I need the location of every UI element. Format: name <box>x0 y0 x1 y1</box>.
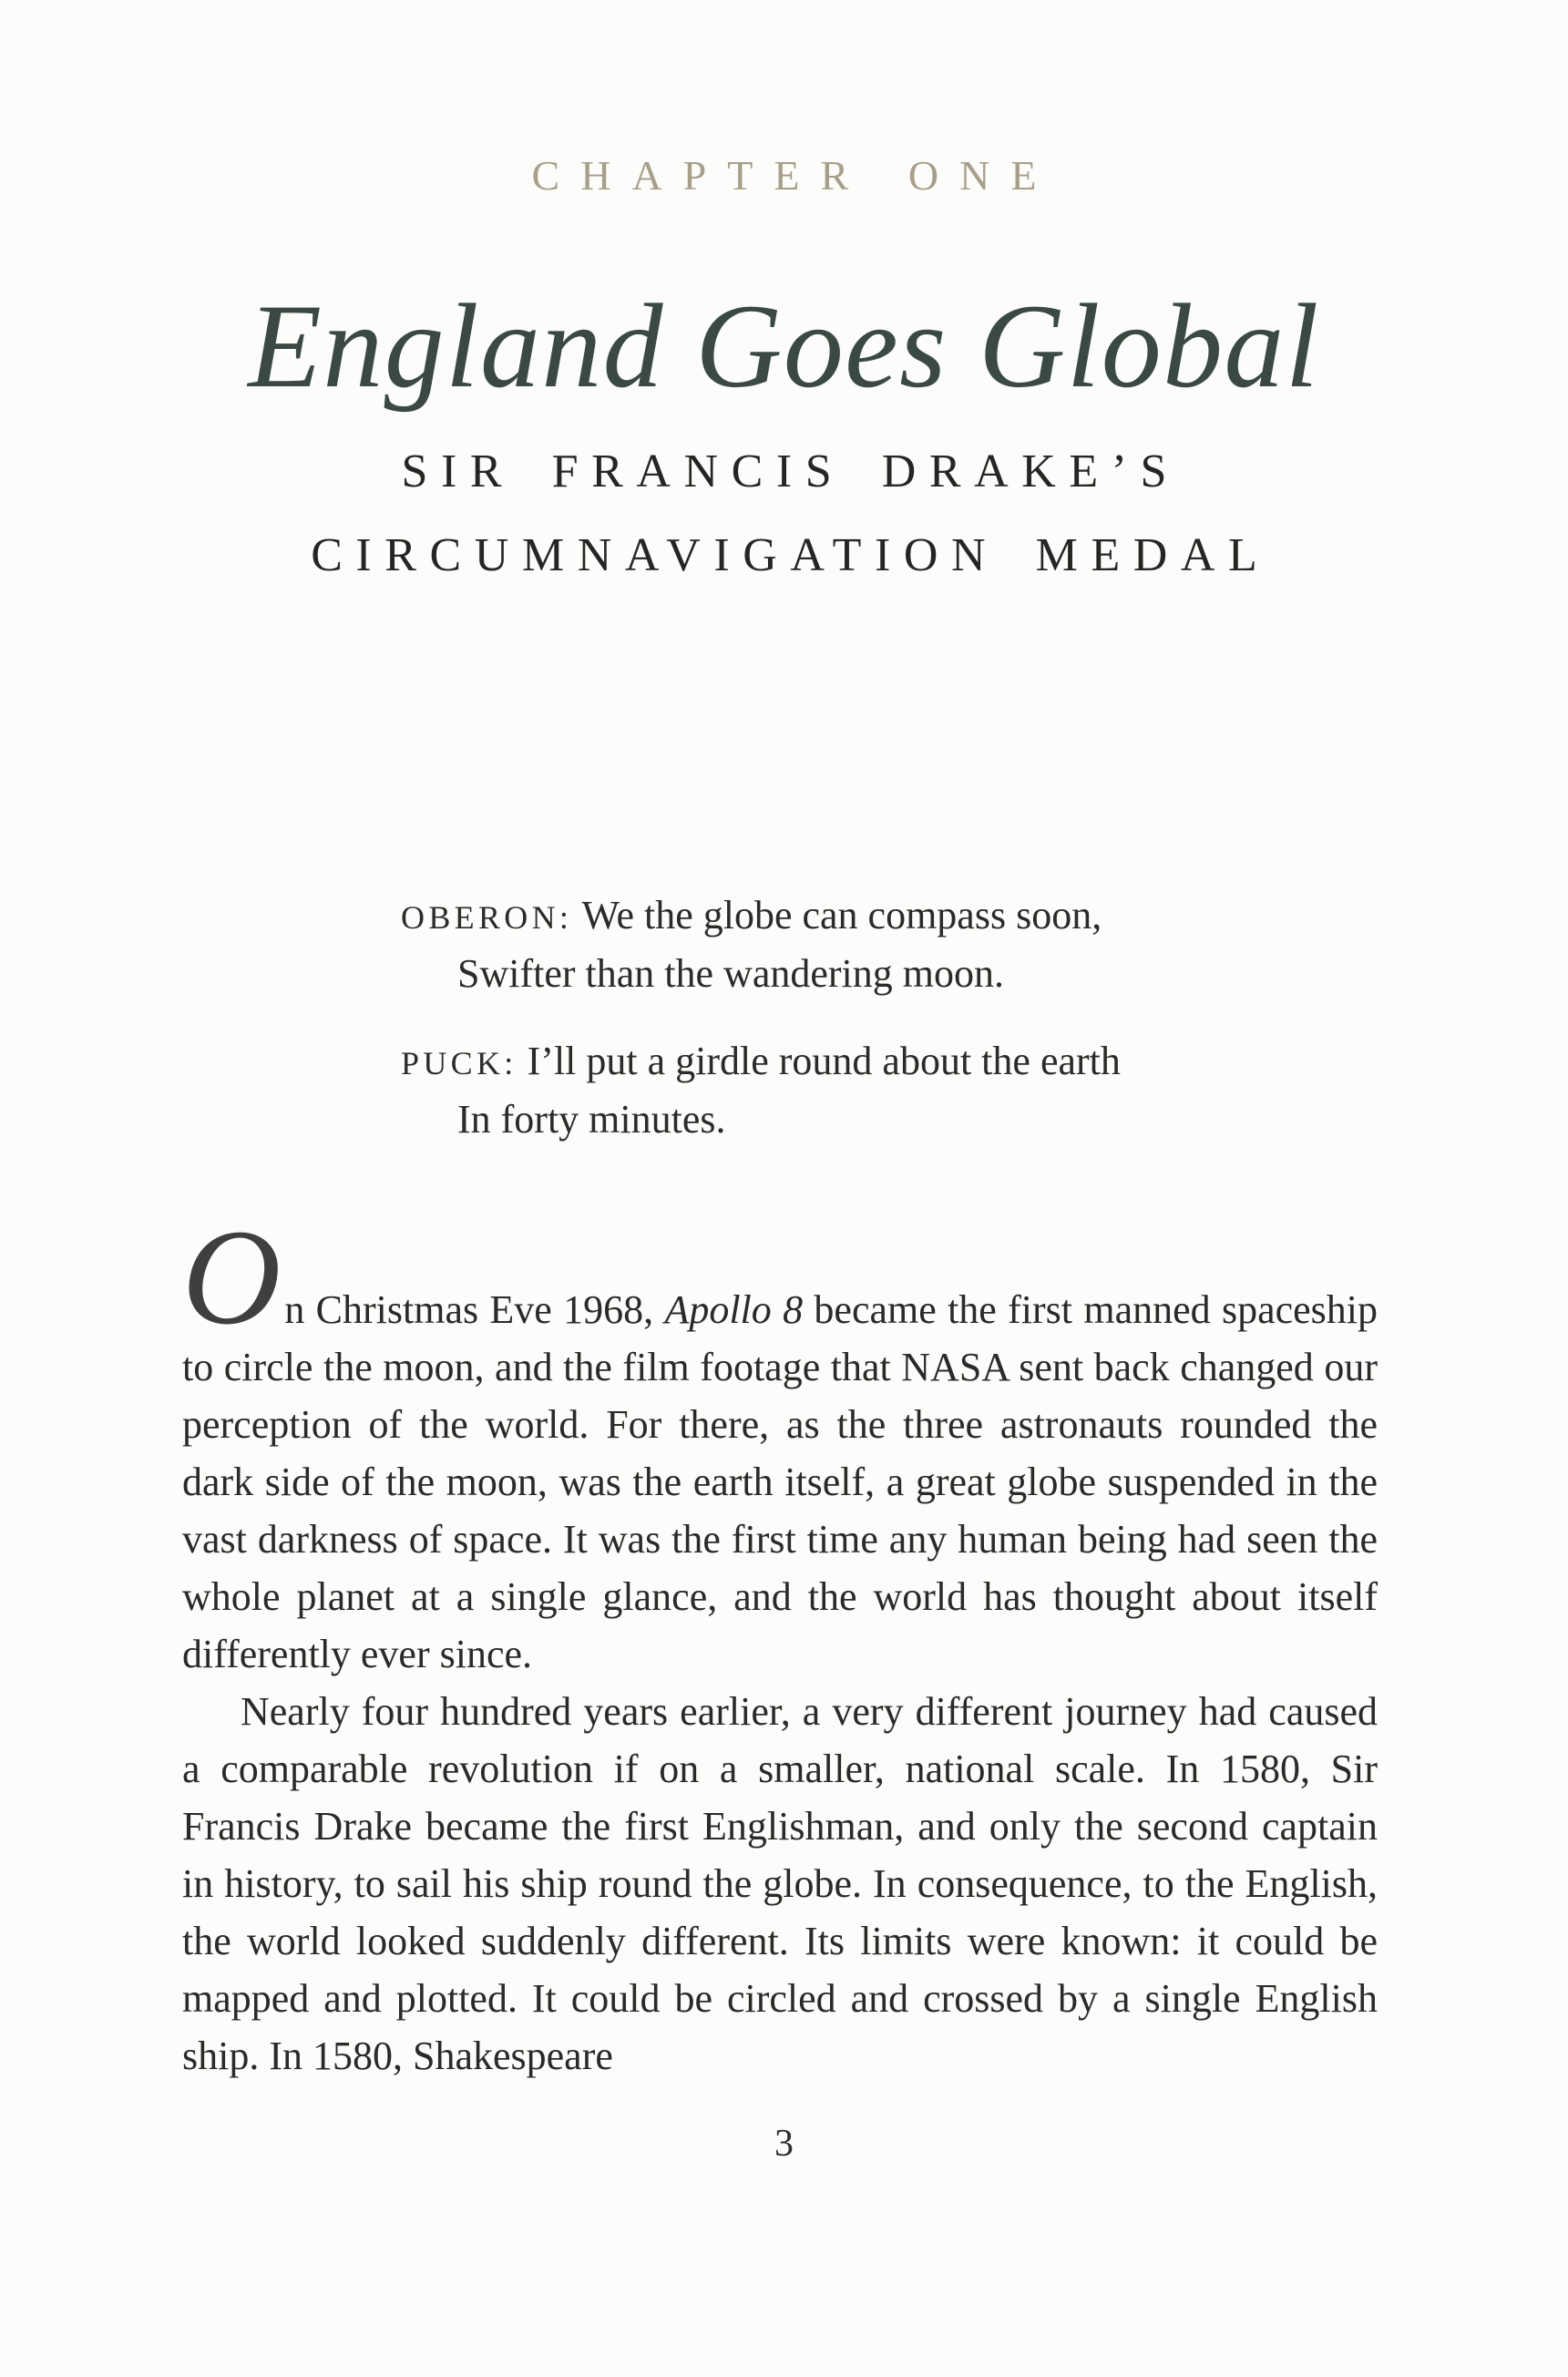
paragraph-1-text: became the first manned spaceship to circle the moon, and the film footage that NASA sent back changed our perception of the world. For there, as the three astronauts rounded the dark side of the moon, was the earth itself, a great globe suspended in the vast darkness of space. It was the first time any human being had seen the whole planet at a single glance, and the world has thought about itself differently ever since. <box>182 1286 1378 1676</box>
epigraph <box>401 887 1568 1148</box>
initial-cap: O <box>182 1201 282 1353</box>
speaker-label-puck: PUCK: <box>401 1044 518 1081</box>
paragraph-1-text: n Christmas Eve 1968, <box>284 1286 665 1332</box>
speaker-label-oberon: OBERON: <box>401 898 573 936</box>
chapter-title: England Goes Global <box>248 279 1320 413</box>
chapter-subtitle <box>0 430 1568 598</box>
epigraph-text: I’ll put a girdle round about the earth <box>517 1038 1121 1083</box>
epigraph-line: In forty minutes. <box>457 1096 726 1142</box>
book-title-apollo-8: Apollo 8 <box>664 1286 804 1332</box>
epigraph-stanza-puck <box>401 1033 1568 1148</box>
page-number: 3 <box>774 2122 794 2165</box>
chapter-label: CHAPTER ONE <box>531 152 1058 199</box>
body-text <box>182 1201 1378 2085</box>
epigraph-line: Swifter than the wandering moon. <box>457 950 1004 996</box>
epigraph-text: We the globe can compass soon, <box>572 892 1102 937</box>
epigraph-stanza-oberon <box>401 887 1568 1002</box>
paragraph-2: Nearly four hundred years earlier, a very different journey had caused a comparable revolution if on a smaller, national scale. In 1580, Sir Francis Drake became the first Englishman, and only the second captain in history, to sail his ship round the globe. In consequence, to the English, the world looked suddenly different. Its limits were known: it could be mapped and plotted. It could be circled and crossed by a single English ship. In 1580, Shakespeare <box>182 1688 1378 2078</box>
subtitle-line-2: CIRCUMNAVIGATION MEDAL <box>311 528 1271 581</box>
epigraph-line <box>401 887 1568 946</box>
epigraph-line <box>401 1033 1568 1091</box>
paragraph-1 <box>182 1201 1378 1683</box>
subtitle-line-1: SIR FRANCIS DRAKE’S <box>401 445 1181 497</box>
